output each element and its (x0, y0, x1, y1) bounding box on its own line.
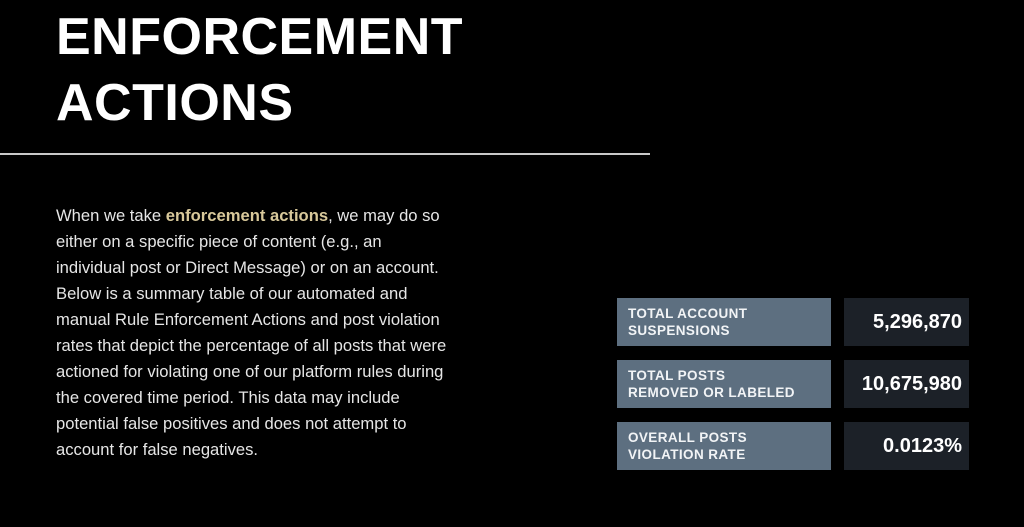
stat-label (617, 298, 831, 346)
description-line-7: actioned for violating one of our platform rules during (56, 362, 444, 381)
stat-row-violation-rate (617, 422, 969, 472)
page-title-line-1: ENFORCEMENT (56, 8, 464, 66)
description-text: When we take (56, 206, 166, 225)
stat-label (617, 360, 831, 408)
stat-label-line-1: TOTAL ACCOUNT (628, 306, 748, 321)
stat-value: 10,675,980 (844, 360, 969, 408)
description-line-4: Below is a summary table of our automated and (56, 284, 408, 303)
description-line-10: account for false negatives. (56, 440, 259, 459)
page-title-line-2: ACTIONS (56, 74, 294, 132)
page-title (56, 4, 463, 136)
stat-value: 5,296,870 (844, 298, 969, 346)
stat-label-line-2: REMOVED OR LABELED (628, 385, 795, 400)
description-paragraph (56, 203, 536, 463)
stat-label-line-1: TOTAL POSTS (628, 368, 726, 383)
stat-label (617, 422, 831, 470)
enforcement-stats-table (617, 298, 969, 484)
stat-row-account-suspensions (617, 298, 969, 348)
description-line-8: the covered time period. This data may include (56, 388, 400, 407)
description-line-6: rates that depict the percentage of all posts that were (56, 336, 447, 355)
stat-label-line-2: SUSPENSIONS (628, 323, 730, 338)
description-line-5: manual Rule Enforcement Actions and post violation (56, 310, 440, 329)
description-line-3: individual post or Direct Message) or on an account. (56, 258, 439, 277)
description-line-9: potential false positives and does not attempt to (56, 414, 407, 433)
enforcement-actions-highlight: enforcement actions (165, 206, 329, 225)
title-divider (0, 153, 650, 155)
description-line-1 (56, 203, 536, 229)
description-text: , we may do so (328, 206, 440, 225)
stat-value: 0.0123% (844, 422, 969, 470)
stat-label-line-2: VIOLATION RATE (628, 447, 746, 462)
stat-row-posts-removed (617, 360, 969, 410)
stat-label-line-1: OVERALL POSTS (628, 430, 747, 445)
description-line-2: either on a specific piece of content (e.g., an (56, 232, 382, 251)
